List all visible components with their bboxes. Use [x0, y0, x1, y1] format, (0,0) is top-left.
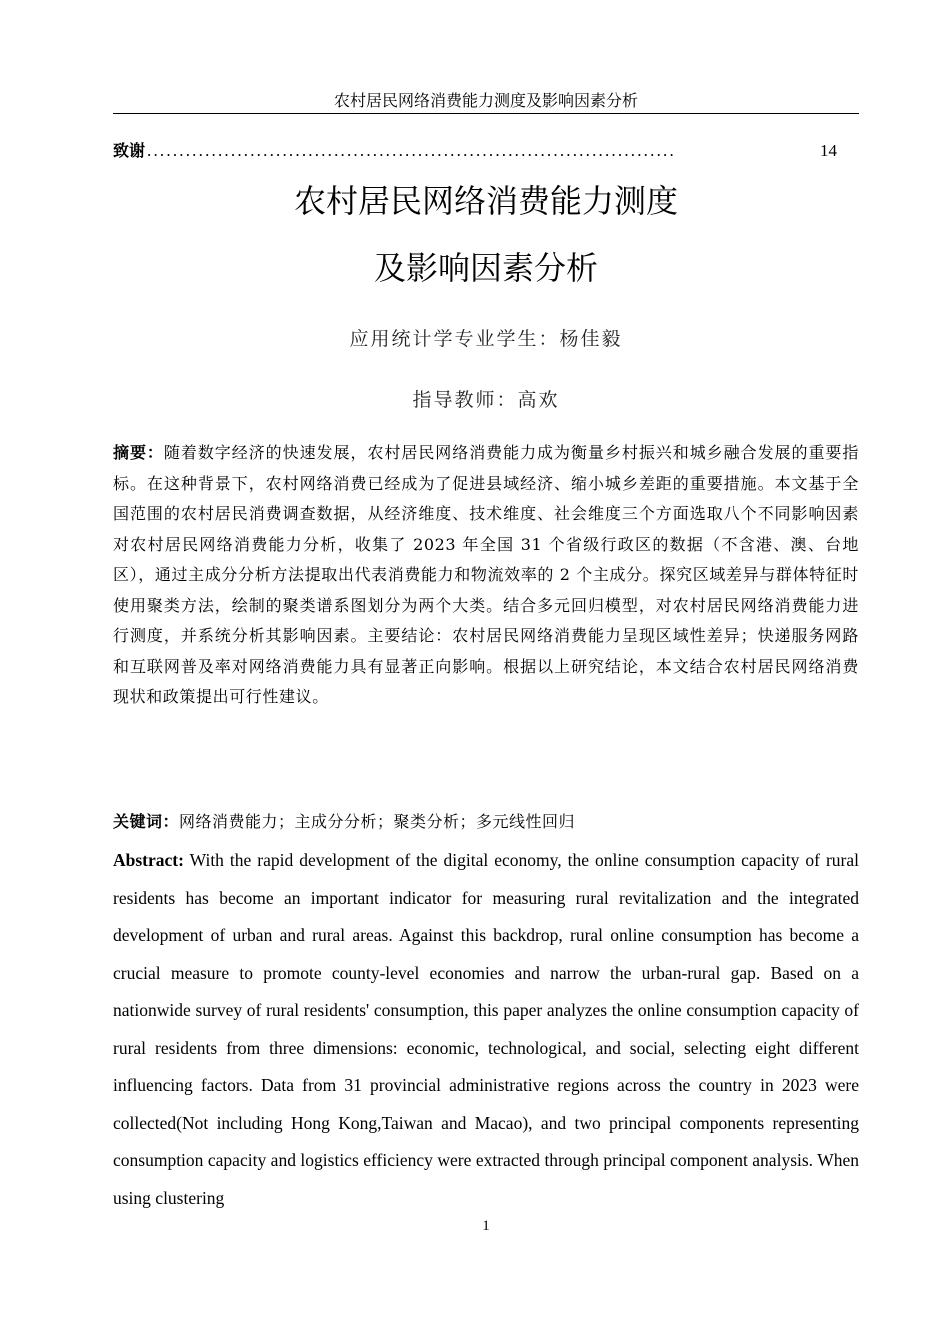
keywords: [113, 809, 859, 835]
running-header: 农村居民网络消费能力测度及影响因素分析: [113, 91, 859, 114]
toc-entry-label: 致谢: [113, 141, 146, 160]
keywords-label: 关键词：: [113, 812, 180, 831]
student-author: 应用统计学专业学生：杨佳毅: [349, 328, 623, 350]
chinese-abstract-label: 摘要：: [113, 443, 164, 462]
paper-title-line-1: 农村居民网络消费能力测度: [293, 182, 678, 220]
advisor: 指导教师：高欢: [412, 389, 560, 411]
keywords-text: 网络消费能力；主成分分析；聚类分析；多元线性回归: [179, 812, 576, 831]
paper-title-line-2: 及影响因素分析: [373, 249, 598, 287]
toc-entry[interactable]: [113, 140, 837, 162]
chinese-abstract-text: 随着数字经济的快速发展，农村居民网络消费能力成为衡量乡村振兴和城乡融合发展的重要指标。在这种背景下，农村网络消费已经成为了促进县域经济、缩小城乡差距的重要措施。本文基于全国范围的农村居民消费调查数据，从经济维度、技术维度、社会维度三个方面选取八个不同影响因素对农村居民网络消费能力分析，收集了 2023 年全国 31 个省级行政区的数据（不含港、澳、台地区），通过主成分分析方法提取出代表消费能力和物流效率的 2 个主成分。探究区域差异与群体特征时使用聚类方法，绘制的聚类谱系图划分为两个大类。结合多元回归模型，对农村居民网络消费能力进行测度，并系统分析其影响因素。主要结论：农村居民网络消费能力呈现区域性差异；快递服务网路和互联网普及率对网络消费能力具有显著正向影响。根据以上研究结论，本文结合农村居民网络消费现状和政策提出可行性建议。: [113, 443, 859, 706]
toc-leader-dots: ..................................................................................: [147, 141, 676, 160]
page-number: 1: [482, 1218, 490, 1234]
english-abstract-label: Abstract:: [113, 850, 184, 870]
english-abstract-text: With the rapid development of the digital economy, the online consumption capacity of rural residents has become an important indicator for measuring rural revitalization and the integrated development of urban and rural areas. Against this backdrop, rural online consumption has become a crucial measure to promote county-level economies and narrow the urban-rural gap. Based on a nationwide survey of rural residents' consumption, this paper analyzes the online consumption capacity of rural residents from three dimensions: economic, technological, and social, selecting eight different influencing factors. Data from 31 provincial administrative regions across the country in 2023 were collected(Not including Hong Kong,Taiwan and Macao), and two principal components representing consumption capacity and logistics efficiency were extracted through principal component analysis. When using clustering: [113, 850, 860, 1208]
english-abstract: [113, 842, 859, 1217]
toc-entry-page: 14: [820, 141, 837, 160]
chinese-abstract: [113, 438, 859, 713]
